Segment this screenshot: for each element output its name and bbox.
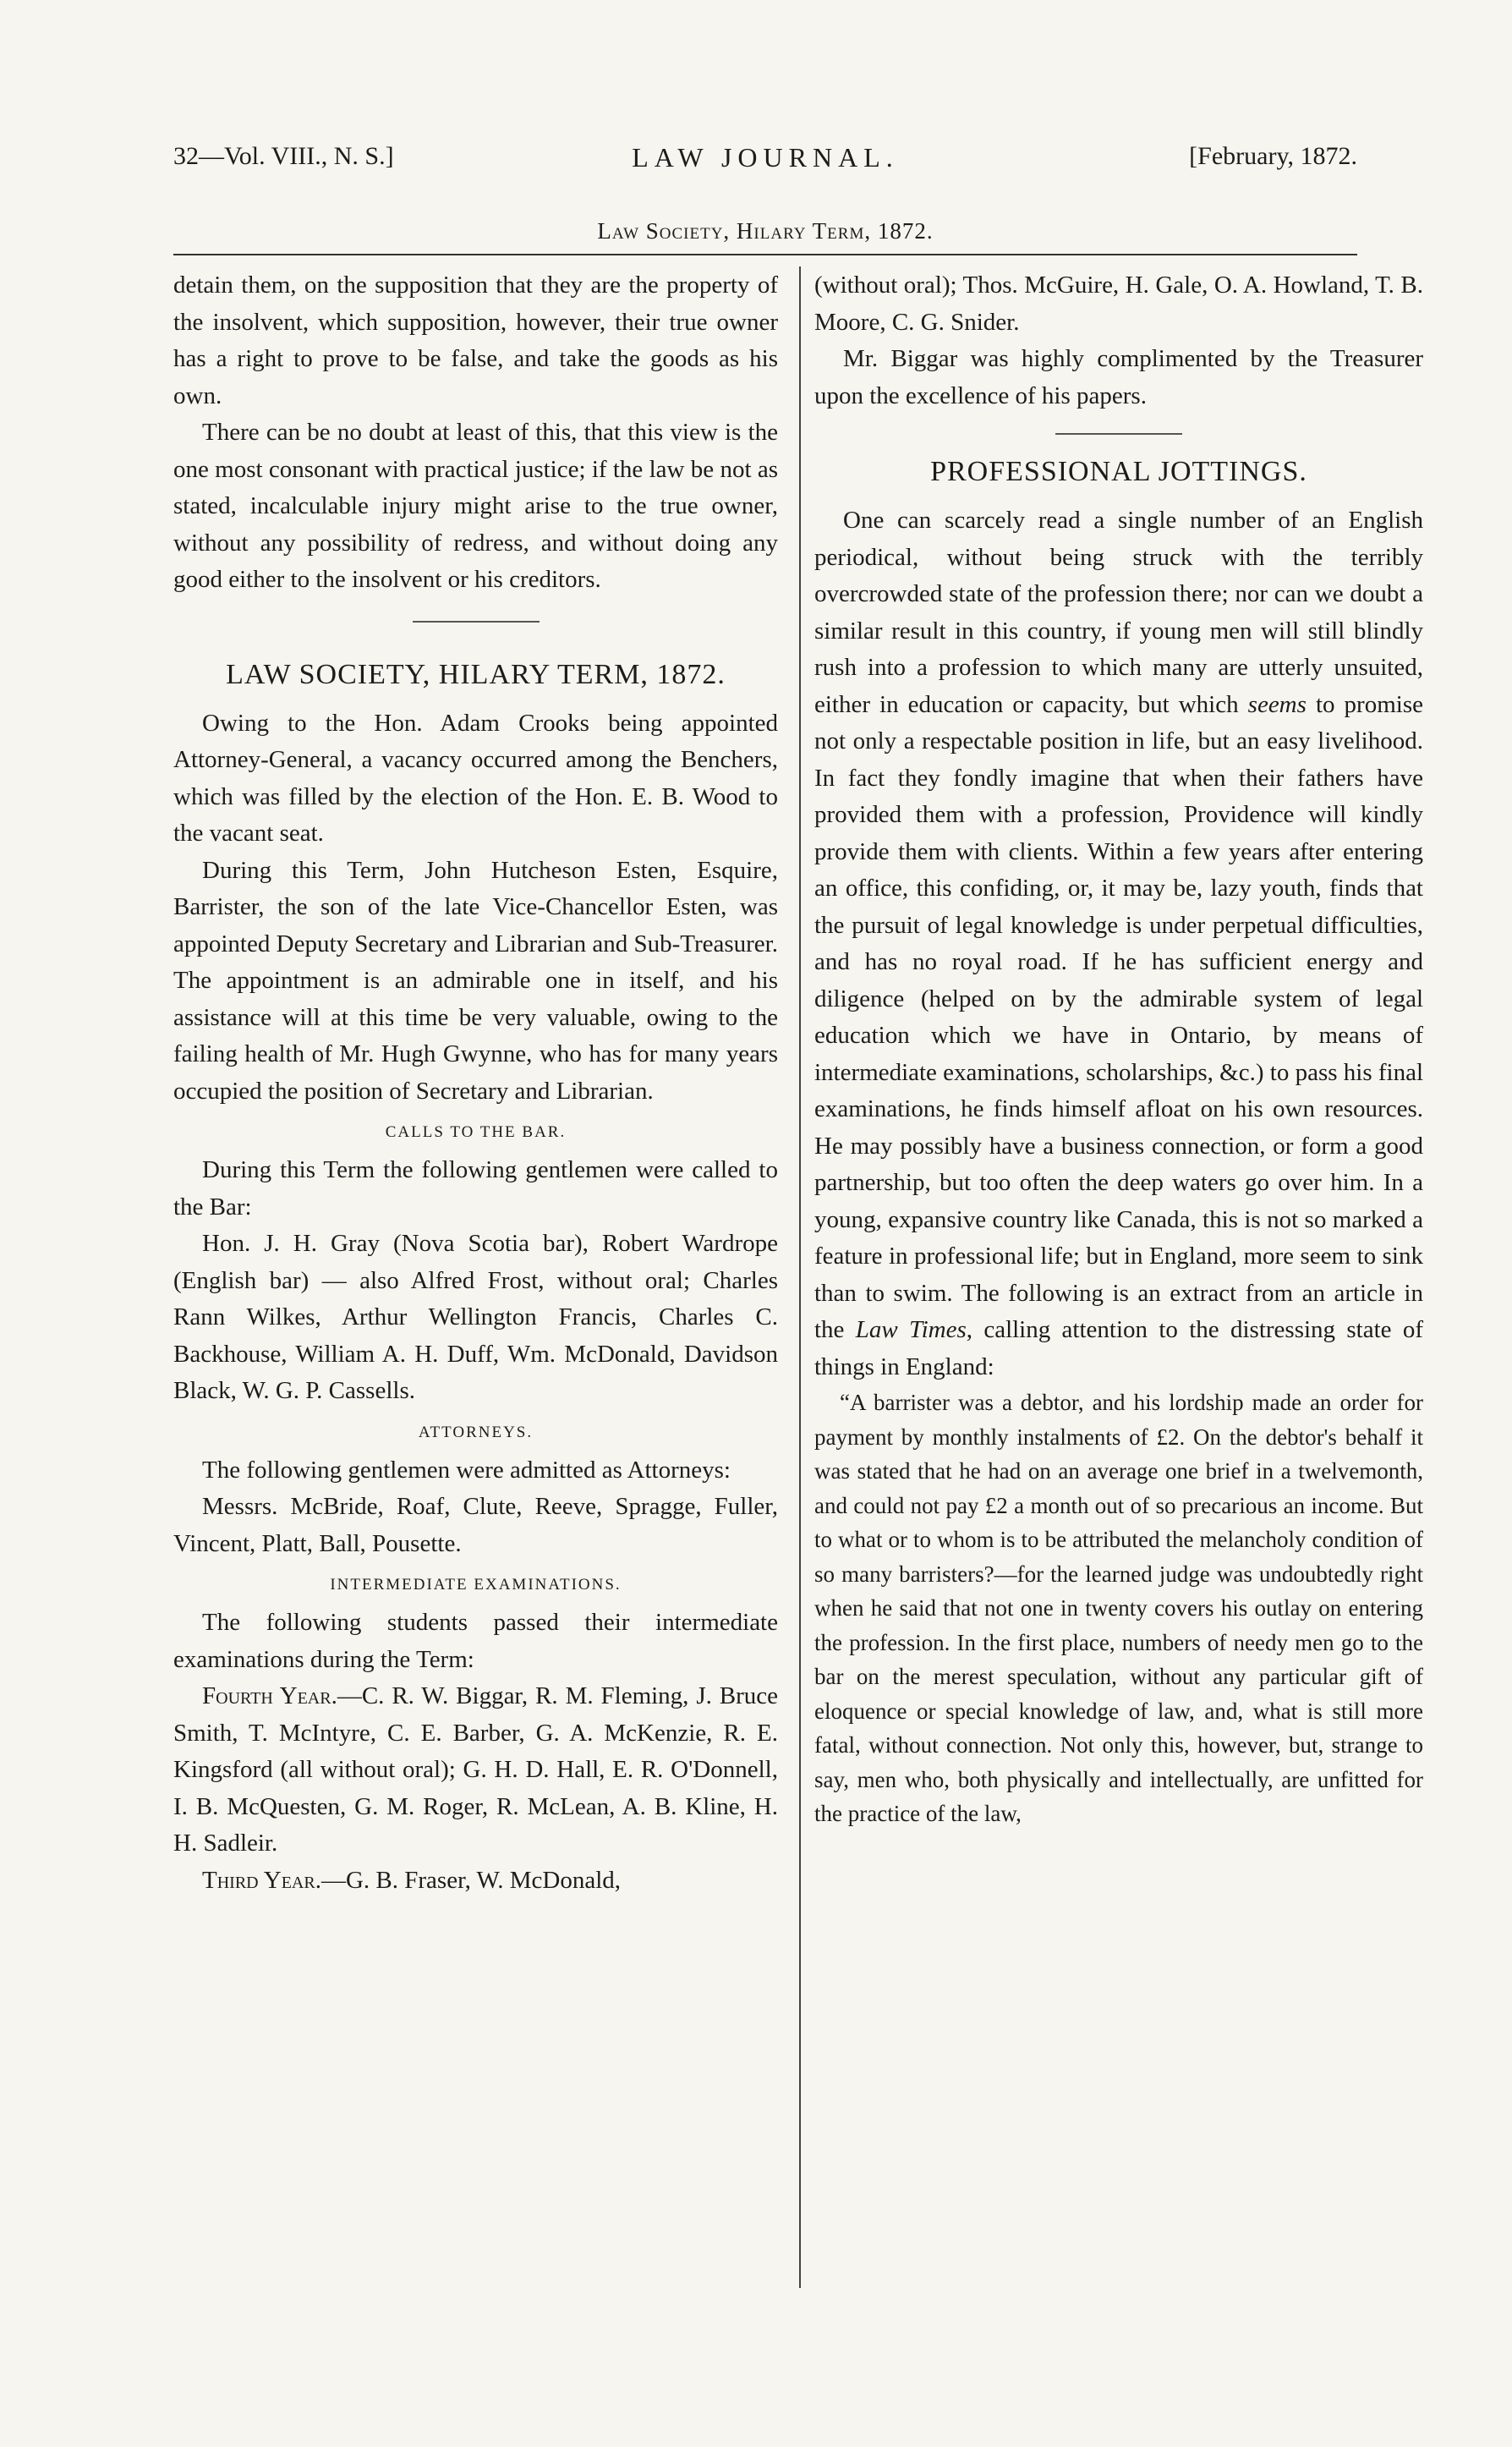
- periodical-title: Law Times: [855, 1316, 967, 1343]
- law-society-title: LAW SOCIETY, HILARY TERM, 1872.: [226, 658, 726, 690]
- text-run: , calling attention to the distressing state of things in England:: [814, 1316, 1423, 1380]
- intermediate-heading: INTERMEDIATE EXAMINATIONS.: [330, 1576, 622, 1594]
- paragraph: Messrs. McBride, Roaf, Clute, Reeve, Spragge, Fuller, Vincent, Platt, Ball, Pousette.: [173, 1493, 778, 1557]
- paragraph: The following gentlemen were admitted as Attorneys:: [202, 1456, 731, 1484]
- section-divider: [413, 621, 540, 623]
- paragraph: During this Term, John Hutcheson Esten, Esquire, Barrister, the son of the late Vice-Chancellor Esten, was appointed Deputy Secretary and Librarian and Sub-Treasurer. The appointment is an admirable one in itself, and his assistance will at this time be very valuable, owing to the failing health of Mr. Hugh Gwynne, who has for many years occupied the position of Secretary and Librarian.: [173, 856, 778, 1105]
- header-rule: [173, 254, 1357, 255]
- calls-to-bar-heading: CALLS TO THE BAR.: [385, 1123, 567, 1141]
- text-run: One can scarcely read a single number of an English periodical, without being struck with the terribly overcrowded state of the profession there; nor can we doubt a similar result in this country, if young men will still blindly rush into a profession to which many are utterly unsuited, either in education or capacity, but which: [814, 507, 1423, 718]
- attorneys-heading: ATTORNEYS.: [418, 1423, 534, 1441]
- paragraph: There can be no doubt at least of this, that this view is the one most consonant with practical justice; if the law be not as stated, incalculable injury might arise to the true owner, without any possibility of redress, and without doing any good either to the insolvent or his creditors.: [173, 419, 778, 593]
- paragraph: During this Term the following gentlemen were called to the Bar:: [173, 1156, 778, 1221]
- paragraph: Owing to the Hon. Adam Crooks being appointed Attorney-General, a vacancy occurred among the Benchers, which was filled by the election of the Hon. E. B. Wood to the vacant seat.: [173, 709, 778, 847]
- section-divider: [1055, 433, 1182, 435]
- third-year-names: —G. B. Fraser, W. McDonald,: [320, 1866, 622, 1894]
- paragraph: Mr. Biggar was highly complimented by the Treasurer upon the excellence of his papers.: [814, 345, 1423, 409]
- paragraph: (without oral); Thos. McGuire, H. Gale, O. A. Howland, T. B. Moore, C. G. Snider.: [814, 272, 1423, 336]
- paragraph: The following students passed their intermediate examinations during the Term:: [173, 1609, 778, 1673]
- journal-title: LAW JOURNAL.: [632, 142, 899, 173]
- third-year-list: [173, 1863, 778, 1900]
- professional-jottings-title: PROFESSIONAL JOTTINGS.: [930, 456, 1307, 487]
- issue-date: [February, 1872.: [1189, 142, 1357, 170]
- paragraph: [814, 502, 1423, 1385]
- section-subtitle: Law Society, Hilary Term, 1872.: [597, 218, 934, 244]
- page-volume: 32—Vol. VIII., N. S.]: [173, 142, 394, 170]
- fourth-year-list: [173, 1678, 778, 1863]
- running-head: [173, 142, 1357, 176]
- fourth-year-names: —C. R. W. Biggar, R. M. Fleming, J. Bruce Smith, T. McIntyre, C. E. Barber, G. A. McKenzie, R. E. Kingsford (all without oral); G. H. D. Hall, E. R. O'Donnell, I. B. McQuesten, G. M. Roger, R. McLean, A. B. Kline, H. H. Sadleir.: [173, 1682, 779, 1857]
- paragraph: detain them, on the supposition that they are the property of the insolvent, which supposition, however, their true owner has a right to prove to be false, and take the goods as his own.: [173, 272, 778, 409]
- block-quote: [814, 1385, 1423, 1831]
- fourth-year-label: Fourth Year.: [202, 1682, 337, 1709]
- third-year-label: Third Year.: [202, 1866, 321, 1894]
- right-column: [814, 267, 1423, 1831]
- emphasis: seems: [1247, 690, 1307, 718]
- column-divider: [799, 266, 801, 2288]
- text-run: to promise not only a respectable position in life, but an easy livelihood. In fact they fondly imagine that when their fathers have provided them with a profession, Providence will kindly provide them with clients. Within a few years after entering an office, this confiding, or, it may be, lazy youth, finds that the pursuit of legal knowledge is under perpetual difficulties, and has no royal road. If he has sufficient energy and diligence (helped on by the admirable system of legal education which we have in Ontario, by means of intermediate examinations, scholarships, &c.) to pass his final examinations, he finds himself afloat on his own resources. He may possibly have a business connection, or form a good partnership, but too often the deep waters go over him. In a young, expansive country like Canada, this is not so marked a feature in professional life; but in England, more seem to sink than to swim. The following is an extract from an article in the: [814, 690, 1424, 1343]
- paragraph: Hon. J. H. Gray (Nova Scotia bar), Robert Wardrope (English bar) — also Alfred Frost, without oral; Charles Rann Wilkes, Arthur Wellington Francis, Charles C. Backhouse, William A. H. Duff, Wm. McDonald, Davidson Black, W. G. P. Cassells.: [173, 1230, 778, 1404]
- quote-paragraph: “A barrister was a debtor, and his lordship made an order for payment by monthly instalments of £2. On the debtor's behalf it was stated that he had on an average one brief in a twelvemonth, and could not pay £2 a month out of so precarious an income. But to what or to whom is to be attributed the melancholy condition of so many barristers?—for the learned judge was undoubtedly right when he said that not one in twenty covers his outlay on entering the profession. In the first place, numbers of needy men go to the bar on the merest speculation, without any particular gift of eloquence or special knowledge of law, and, what is still more fatal, without connection. Not only this, however, but, strange to say, men who, both physically and intellectually, are unfitted for the practice of the law,: [814, 1390, 1423, 1826]
- left-column: [173, 267, 778, 1899]
